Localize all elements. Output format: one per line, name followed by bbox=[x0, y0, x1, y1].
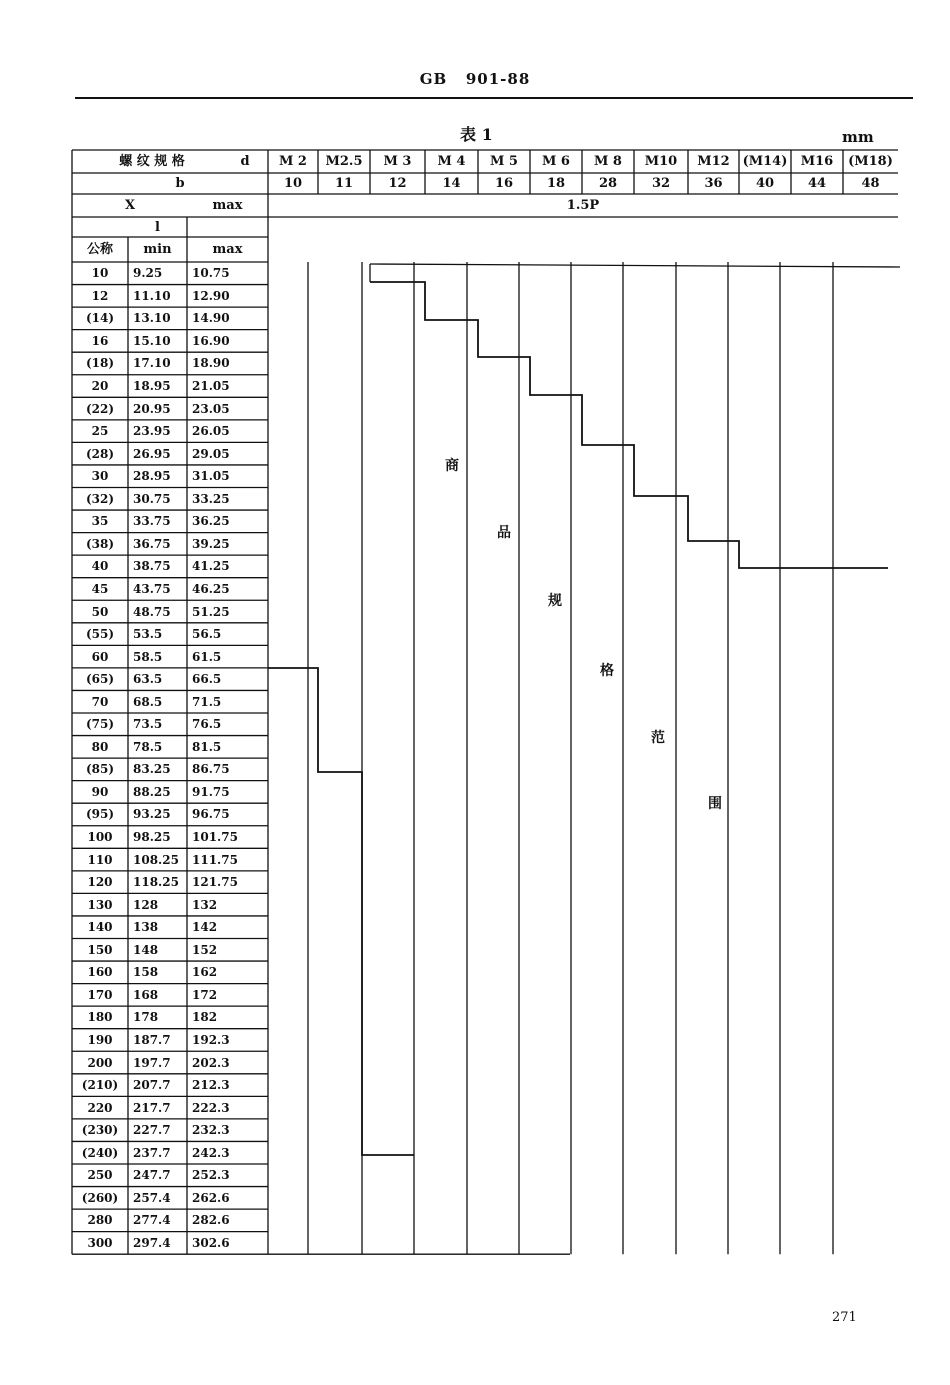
min-length-cell: 138 bbox=[133, 920, 159, 935]
min-length-cell: 128 bbox=[133, 897, 159, 912]
nominal-length-cell: 10 bbox=[91, 266, 109, 281]
max-length-cell: 14.90 bbox=[192, 311, 230, 326]
nominal-length-cell: 130 bbox=[87, 897, 113, 912]
min-length-cell: 148 bbox=[133, 942, 159, 957]
nominal-length-cell: 80 bbox=[91, 739, 109, 754]
commercial-range-label-char: 范 bbox=[651, 730, 665, 746]
unit-label: mm bbox=[842, 128, 874, 146]
max-length-cell: 202.3 bbox=[192, 1055, 230, 1070]
max-length-cell: 46.25 bbox=[192, 581, 230, 596]
max-length-cell: 51.25 bbox=[192, 604, 230, 619]
max-length-cell: 111.75 bbox=[192, 852, 238, 867]
nominal-length-cell: 12 bbox=[91, 288, 109, 303]
max-length-cell: 23.05 bbox=[192, 401, 230, 416]
nominal-length-cell: (28) bbox=[85, 446, 115, 461]
thread-length-b-8: 36 bbox=[704, 176, 723, 191]
max-length-cell: 192.3 bbox=[192, 1032, 230, 1047]
thread-length-b-9: 40 bbox=[755, 176, 775, 191]
standard-prefix: GB bbox=[419, 70, 448, 88]
range-upper-boundary bbox=[370, 282, 888, 568]
thread-size-7: M10 bbox=[644, 154, 678, 169]
thread-length-b-6: 28 bbox=[598, 176, 618, 191]
min-length-cell: 9.25 bbox=[133, 266, 163, 281]
commercial-range-label-char: 格 bbox=[600, 663, 614, 679]
max-length-cell: 222.3 bbox=[192, 1100, 230, 1115]
min-length-cell: 73.5 bbox=[133, 717, 163, 732]
nominal-length-cell: (75) bbox=[85, 717, 115, 732]
commercial-range-label-char: 商 bbox=[445, 458, 459, 474]
thread-length-b-2: 12 bbox=[388, 176, 407, 191]
thread-size-1: M2.5 bbox=[325, 154, 363, 169]
nominal-length-cell: (85) bbox=[85, 762, 115, 777]
max-length-cell: 132 bbox=[192, 897, 218, 912]
max-length-cell: 31.05 bbox=[192, 469, 230, 484]
min-length-cell: 20.95 bbox=[133, 401, 171, 416]
l-label: l bbox=[155, 219, 160, 235]
min-length-cell: 26.95 bbox=[133, 446, 171, 461]
nominal-length-cell: 110 bbox=[87, 852, 113, 867]
nominal-length-cell: (38) bbox=[85, 536, 115, 551]
max-length-cell: 142 bbox=[192, 920, 218, 935]
thread-length-b-5: 18 bbox=[546, 176, 566, 191]
thread-length-b-3: 14 bbox=[442, 176, 461, 191]
max-length-cell: 12.90 bbox=[192, 288, 230, 303]
min-length-cell: 48.75 bbox=[133, 604, 171, 619]
max-length-cell: 36.25 bbox=[192, 514, 230, 529]
nominal-length-cell: 50 bbox=[91, 604, 109, 619]
max-length-cell: 21.05 bbox=[192, 379, 230, 394]
min-length-cell: 98.25 bbox=[133, 830, 171, 845]
min-length-cell: 68.5 bbox=[133, 694, 163, 709]
nominal-length-cell: 90 bbox=[91, 784, 109, 799]
min-length-cell: 297.4 bbox=[133, 1235, 171, 1250]
commercial-range-label-char: 品 bbox=[497, 525, 511, 541]
min-length-cell: 15.10 bbox=[133, 333, 171, 348]
nominal-length-cell: 190 bbox=[87, 1032, 113, 1047]
max-header: max bbox=[212, 242, 243, 257]
max-length-cell: 242.3 bbox=[192, 1145, 230, 1160]
min-length-cell: 197.7 bbox=[133, 1055, 171, 1070]
thread-length-b-0: 10 bbox=[283, 176, 303, 191]
min-header: min bbox=[143, 242, 172, 257]
max-length-cell: 302.6 bbox=[192, 1235, 230, 1250]
max-length-cell: 61.5 bbox=[192, 649, 222, 664]
nominal-length-cell: 200 bbox=[87, 1055, 113, 1070]
max-length-cell: 10.75 bbox=[192, 266, 230, 281]
max-length-cell: 96.75 bbox=[192, 807, 230, 822]
commercial-range-label-char: 规 bbox=[548, 593, 562, 609]
thread-size-10: M16 bbox=[800, 154, 834, 169]
range-lower-boundary bbox=[268, 668, 414, 1155]
nominal-length-cell: 40 bbox=[91, 559, 109, 574]
max-length-cell: 152 bbox=[192, 942, 218, 957]
min-length-cell: 33.75 bbox=[133, 514, 171, 529]
thread-length-b-4: 16 bbox=[494, 176, 514, 191]
nominal-length-cell: 220 bbox=[87, 1100, 113, 1115]
page-number: 271 bbox=[832, 1310, 857, 1325]
max-length-cell: 172 bbox=[192, 987, 218, 1002]
thread-size-5: M 6 bbox=[542, 154, 570, 169]
x-value: 1.5P bbox=[566, 198, 600, 213]
min-length-cell: 178 bbox=[133, 1010, 159, 1025]
nominal-length-cell: (260) bbox=[81, 1190, 119, 1205]
thread-length-b-11: 48 bbox=[861, 176, 880, 191]
nominal-length-cell: 250 bbox=[87, 1168, 113, 1183]
min-length-cell: 28.95 bbox=[133, 469, 171, 484]
nominal-length-cell: (240) bbox=[81, 1145, 119, 1160]
nominal-length-cell: 35 bbox=[91, 514, 109, 529]
nominal-length-cell: 60 bbox=[91, 649, 109, 664]
x-max-label: max bbox=[212, 198, 243, 213]
max-length-cell: 212.3 bbox=[192, 1078, 230, 1093]
min-length-cell: 168 bbox=[133, 987, 159, 1002]
nominal-length-cell: 120 bbox=[87, 875, 113, 890]
max-length-cell: 252.3 bbox=[192, 1168, 230, 1183]
nominal-length-cell: 140 bbox=[87, 920, 113, 935]
nominal-length-cell: 30 bbox=[91, 469, 109, 484]
thread-spec-label: 螺 纹 规 格 bbox=[119, 154, 185, 169]
thread-size-8: M12 bbox=[697, 154, 730, 169]
max-length-cell: 66.5 bbox=[192, 672, 222, 687]
min-length-cell: 53.5 bbox=[133, 627, 163, 642]
nominal-length-cell: (95) bbox=[85, 807, 115, 822]
min-length-cell: 17.10 bbox=[133, 356, 171, 371]
thread-size-2: M 3 bbox=[383, 154, 412, 169]
min-length-cell: 237.7 bbox=[133, 1145, 171, 1160]
min-length-cell: 13.10 bbox=[133, 311, 171, 326]
max-length-cell: 91.75 bbox=[192, 784, 230, 799]
nominal-length-cell: 100 bbox=[87, 830, 113, 845]
min-length-cell: 257.4 bbox=[133, 1190, 171, 1205]
min-length-cell: 217.7 bbox=[133, 1100, 171, 1115]
max-length-cell: 41.25 bbox=[192, 559, 230, 574]
nominal-length-cell: (32) bbox=[85, 491, 115, 506]
thread-length-b-10: 44 bbox=[807, 176, 827, 191]
x-label: X bbox=[124, 198, 136, 213]
nominal-header: 公称 bbox=[86, 242, 113, 257]
min-length-cell: 93.25 bbox=[133, 807, 171, 822]
standard-number: 901-88 bbox=[465, 70, 531, 88]
nominal-length-cell: 300 bbox=[87, 1235, 113, 1250]
min-length-cell: 227.7 bbox=[133, 1123, 171, 1138]
min-length-cell: 187.7 bbox=[133, 1032, 171, 1047]
thread-size-0: M 2 bbox=[279, 154, 307, 169]
range-top-rule bbox=[370, 264, 900, 267]
thread-length-b-7: 32 bbox=[651, 176, 671, 191]
min-length-cell: 118.25 bbox=[133, 875, 179, 890]
max-length-cell: 76.5 bbox=[192, 717, 222, 732]
min-length-cell: 18.95 bbox=[133, 379, 171, 394]
min-length-cell: 78.5 bbox=[133, 739, 163, 754]
min-length-cell: 207.7 bbox=[133, 1078, 171, 1093]
nominal-length-cell: (65) bbox=[85, 672, 115, 687]
max-length-cell: 29.05 bbox=[192, 446, 230, 461]
min-length-cell: 158 bbox=[133, 965, 159, 980]
max-length-cell: 282.6 bbox=[192, 1213, 230, 1228]
max-length-cell: 16.90 bbox=[192, 333, 230, 348]
thread-size-6: M 8 bbox=[594, 154, 622, 169]
nominal-length-cell: (22) bbox=[85, 401, 115, 416]
nominal-length-cell: 16 bbox=[91, 333, 109, 348]
max-length-cell: 232.3 bbox=[192, 1123, 230, 1138]
nominal-length-cell: 45 bbox=[91, 581, 109, 596]
min-length-cell: 36.75 bbox=[133, 536, 171, 551]
nominal-length-cell: (55) bbox=[85, 627, 115, 642]
max-length-cell: 162 bbox=[192, 965, 218, 980]
max-length-cell: 33.25 bbox=[192, 491, 230, 506]
min-length-cell: 108.25 bbox=[133, 852, 179, 867]
max-length-cell: 121.75 bbox=[192, 875, 238, 890]
min-length-cell: 88.25 bbox=[133, 784, 171, 799]
thread-size-4: M 5 bbox=[490, 154, 518, 169]
max-length-cell: 18.90 bbox=[192, 356, 230, 371]
nominal-length-cell: (14) bbox=[85, 311, 115, 326]
min-length-cell: 30.75 bbox=[133, 491, 171, 506]
max-length-cell: 81.5 bbox=[192, 739, 222, 754]
nominal-length-cell: 180 bbox=[87, 1010, 113, 1025]
min-length-cell: 38.75 bbox=[133, 559, 171, 574]
nominal-length-cell: 280 bbox=[87, 1213, 113, 1228]
nominal-length-cell: 25 bbox=[91, 424, 109, 439]
nominal-length-cell: (230) bbox=[81, 1123, 119, 1138]
max-length-cell: 26.05 bbox=[192, 424, 230, 439]
max-length-cell: 71.5 bbox=[192, 694, 222, 709]
nominal-length-cell: 170 bbox=[87, 987, 113, 1002]
max-length-cell: 86.75 bbox=[192, 762, 230, 777]
max-length-cell: 101.75 bbox=[192, 830, 238, 845]
nominal-length-cell: 70 bbox=[91, 694, 109, 709]
table-caption: 表 1 bbox=[460, 125, 493, 144]
max-length-cell: 56.5 bbox=[192, 627, 222, 642]
nominal-length-cell: (210) bbox=[81, 1078, 119, 1093]
nominal-length-cell: 20 bbox=[91, 379, 109, 394]
thread-size-3: M 4 bbox=[437, 154, 466, 169]
thread-size-9: (M14) bbox=[742, 154, 788, 169]
min-length-cell: 277.4 bbox=[133, 1213, 171, 1228]
nominal-length-cell: (18) bbox=[85, 356, 115, 371]
max-length-cell: 262.6 bbox=[192, 1190, 230, 1205]
min-length-cell: 23.95 bbox=[133, 424, 171, 439]
thread-b-symbol: b bbox=[175, 176, 185, 191]
min-length-cell: 11.10 bbox=[133, 288, 171, 303]
min-length-cell: 83.25 bbox=[133, 762, 171, 777]
min-length-cell: 63.5 bbox=[133, 672, 163, 687]
min-length-cell: 43.75 bbox=[133, 581, 171, 596]
thread-length-b-1: 11 bbox=[334, 176, 354, 191]
max-length-cell: 182 bbox=[192, 1010, 218, 1025]
thread-d-symbol: d bbox=[240, 154, 250, 169]
min-length-cell: 58.5 bbox=[133, 649, 163, 664]
commercial-range-label-char: 围 bbox=[708, 796, 722, 812]
max-length-cell: 39.25 bbox=[192, 536, 230, 551]
min-length-cell: 247.7 bbox=[133, 1168, 171, 1183]
thread-size-11: (M18) bbox=[848, 154, 893, 169]
nominal-length-cell: 150 bbox=[87, 942, 113, 957]
nominal-length-cell: 160 bbox=[87, 965, 113, 980]
